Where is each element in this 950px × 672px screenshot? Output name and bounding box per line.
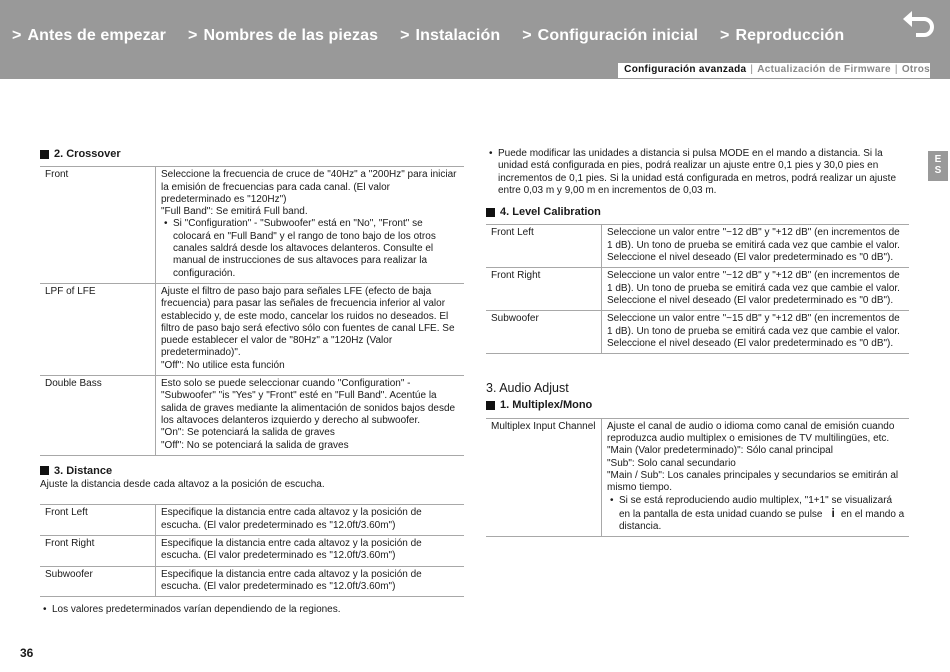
subnav-otros[interactable]: Otros <box>901 64 930 75</box>
language-tab: E S <box>928 151 948 181</box>
nav-nombres-de-las-piezas[interactable]: > Nombres de las piezas <box>188 27 379 44</box>
square-bullet-icon <box>486 208 495 217</box>
row-key: LPF of LFE <box>40 283 156 375</box>
crossover-heading: 2. Crossover <box>40 148 464 160</box>
left-column <box>40 148 464 617</box>
nav-configuracion-inicial[interactable]: > Configuración inicial <box>522 27 699 44</box>
row-value: Seleccione un valor entre "−12 dB" y "+12 dB" (en incrementos de 1 dB). Un tono de prueba se emitirá cada vez que cambie el valor. Seleccione el nivel deseado (El valor predeterminado es "0 dB"). <box>602 268 910 311</box>
row-key: Front Left <box>486 225 602 268</box>
table-row <box>486 268 909 311</box>
row-key: Subwoofer <box>486 311 602 354</box>
info-icon: i <box>831 505 835 520</box>
distance-heading: 3. Distance <box>40 465 464 477</box>
square-bullet-icon <box>40 466 49 475</box>
row-key: Double Bass <box>40 376 156 456</box>
audio-adjust-heading: 3. Audio Adjust <box>486 381 569 396</box>
row-value: Esto solo se puede seleccionar cuando "Configuration" - "Subwoofer" "is "Yes" y "Front" esté en "Full Band". Acentúe la salida de graves mediante la alimentación de sonidos bajos desde los altavoces delanteros izquierdo y derecho al subwoofer. "On": Se potenciará la salida de graves "Off": No se potenciará la salida de graves <box>156 376 465 456</box>
subnav-configuracion-avanzada[interactable]: Configuración avanzada <box>624 64 747 75</box>
table-row <box>40 376 464 456</box>
table-row <box>40 505 464 536</box>
distance-note: • Los valores predeterminados varían dependiendo de la regiones. <box>40 604 464 616</box>
nav-instalacion[interactable]: > Instalación <box>400 27 501 44</box>
level-calibration-table <box>486 224 909 354</box>
distance-units-note: • Puede modificar las unidades a distancia si pulsa MODE en el mando a distancia. Si la unidad está configurada en pies, podrá realizar un ajuste entre 0,1 pies y 30,0 pies en incrementos de 0,1 pies. Si la unidad está configurada en metros, podrá realizar un ajuste entre 0,03 m y 9,00 m en incrementos de 0,03 m. <box>486 148 909 197</box>
row-key: Subwoofer <box>40 566 156 597</box>
table-row <box>40 167 464 284</box>
main-nav <box>12 27 866 45</box>
multiplex-table <box>486 418 909 538</box>
table-row <box>486 225 909 268</box>
row-value: Especifique la distancia entre cada altavoz y la posición de escucha. (El valor predeterminado es "12.0ft/3.60m") <box>156 505 465 536</box>
sub-nav: Configuración avanzada | Actualización de Firmware | Otros <box>618 63 930 78</box>
table-row <box>40 536 464 567</box>
row-key: Multiplex Input Channel <box>486 418 602 537</box>
row-value: Seleccione un valor entre "−15 dB" y "+12 dB" (en incrementos de 1 dB). Un tono de prueba se emitirá cada vez que cambie el valor. Seleccione el nivel deseado (El valor predeterminado es "0 dB"). <box>602 311 910 354</box>
table-row <box>486 418 909 537</box>
table-row <box>40 283 464 375</box>
subnav-actualizacion-firmware[interactable]: Actualización de Firmware <box>757 64 891 75</box>
row-value: Ajuste el filtro de paso bajo para señales LFE (efecto de baja frecuencia) para pasar las señales de frecuencia inferior al valor establecido y, de este modo, cancelar los ruidos no deseados. El filtro de paso bajo será efectivo sólo con fuentes de canal LFE. Se puede establecer el valor de "80Hz" a "120Hz (Valor predeterminado)". "Off": No utilice esta función <box>156 283 465 375</box>
square-bullet-icon <box>486 401 495 410</box>
square-bullet-icon <box>40 150 49 159</box>
level-calibration-heading: 4. Level Calibration <box>486 206 909 218</box>
row-key: Front Left <box>40 505 156 536</box>
row-value: Especifique la distancia entre cada altavoz y la posición de escucha. (El valor predeterminado es "12.0ft/3.60m") <box>156 566 465 597</box>
row-key: Front Right <box>486 268 602 311</box>
page-number: 36 <box>20 646 34 660</box>
top-header <box>0 0 950 79</box>
right-column <box>486 148 909 537</box>
distance-intro: Ajuste la distancia desde cada altavoz a la posición de escucha. <box>40 479 325 491</box>
multiplex-mono-heading: 1. Multiplex/Mono <box>486 399 909 411</box>
distance-table <box>40 504 464 597</box>
back-arrow-icon[interactable] <box>900 7 940 41</box>
row-value: Especifique la distancia entre cada altavoz y la posición de escucha. (El valor predeterminado es "12.0ft/3.60m") <box>156 536 465 567</box>
nav-reproduccion[interactable]: > Reproducción <box>720 27 845 44</box>
row-value: Ajuste el canal de audio o idioma como canal de emisión cuando reproduzca audio multiplex o emisiones de TV multilingües, etc. "Main (Valor predeterminado)": Sólo canal principal "Sub": Solo canal secundario "Main / Sub": Los canales principales y secundarios se emitirán al mismo tiempo. • Si se está reproduciendo audio multiplex, "1+1" se visualizará en la pantalla de esta unidad cuando se pulse i en el mando a distancia. <box>602 418 910 537</box>
nav-antes-de-empezar[interactable]: > Antes de empezar <box>12 27 166 44</box>
table-row <box>40 566 464 597</box>
row-value: Seleccione la frecuencia de cruce de "40Hz" a "200Hz" para iniciar la emisión de frecuencias para cada canal. (El valor predeterminado es "120Hz") "Full Band": Se emitirá Full band. • Si "Configuration" - "Subwoofer" está en "No", "Front" se colocará en "Full Band" y el rango de tono bajo de los otros canales saldrá desde los altavoces delanteros. Consulte el manual de instrucciones de sus altavoces para realizar la configuración. <box>156 167 465 284</box>
row-value: Seleccione un valor entre "−12 dB" y "+12 dB" (en incrementos de 1 dB). Un tono de prueba se emitirá cada vez que cambie el valor. Seleccione el nivel deseado (El valor predeterminado es "0 dB"). <box>602 225 910 268</box>
crossover-table <box>40 166 464 456</box>
multiplex-bullet: • Si se está reproduciendo audio multiplex, "1+1" se visualizará en la pantalla de esta unidad cuando se pulse i en el mando a distancia. <box>607 495 905 534</box>
row-key: Front Right <box>40 536 156 567</box>
table-row <box>486 311 909 354</box>
row-key: Front <box>40 167 156 284</box>
